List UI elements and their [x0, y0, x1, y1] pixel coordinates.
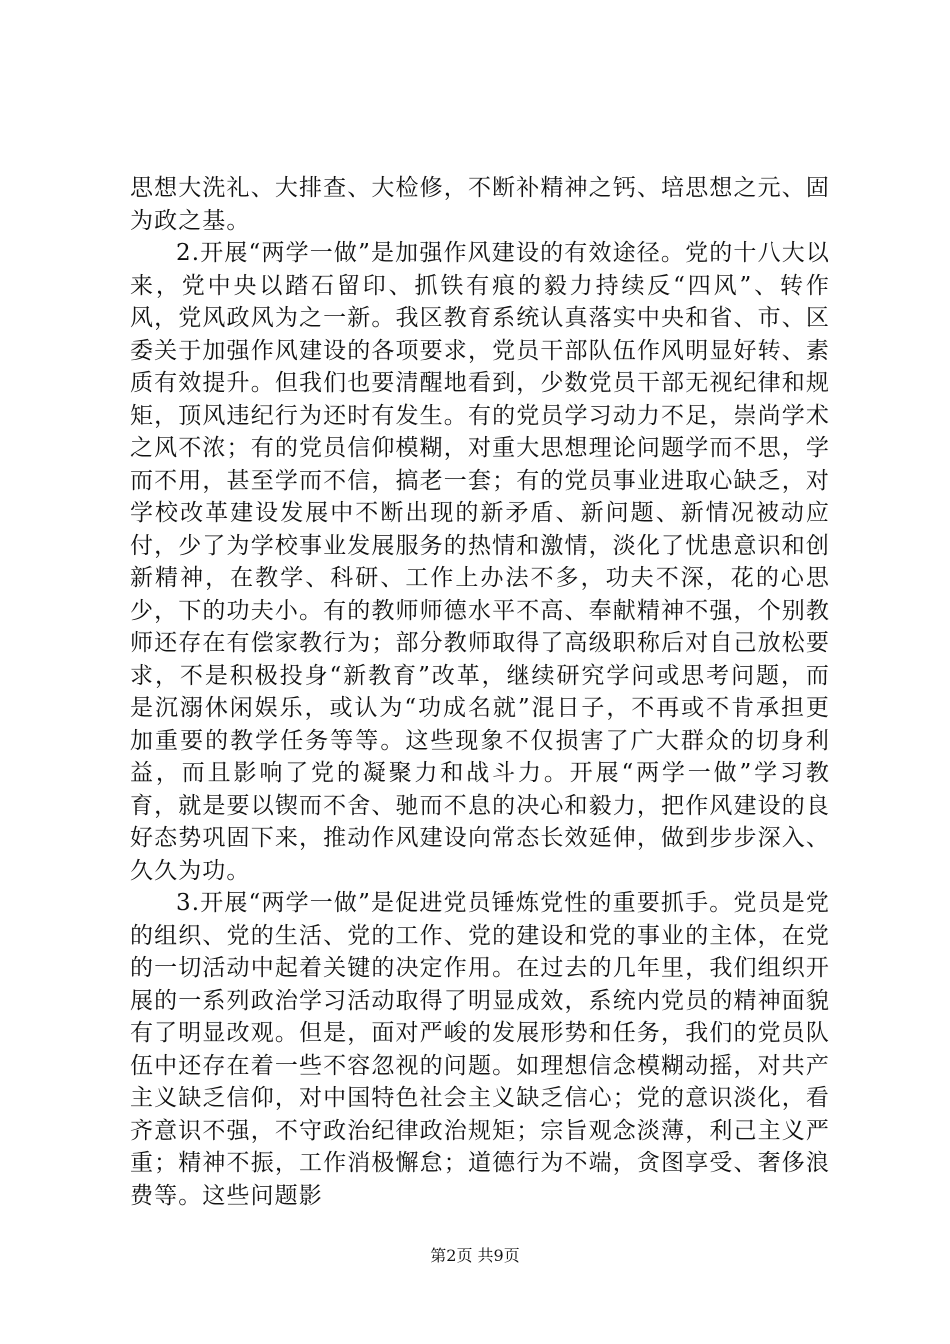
- page-footer: 第2页 共9页: [430, 1246, 520, 1265]
- paragraph-continuation: 思想大洗礼、大排查、大检修，不断补精神之钙、培思想之元、固为政之基。: [130, 175, 830, 234]
- document-body: [130, 172, 830, 1212]
- paragraph-item-2: 2.开展“两学一做”是加强作风建设的有效途径。党的十八大以来，党中央以踏石留印、抓铁有痕的毅力持续反“四风”、转作风，党风政风为之一新。我区教育系统认真落实中央和省、市、区委关于加强作风建设的各项要求，党员干部队伍作风明显好转、素质有效提升。但我们也要清醒地看到，少数党员干部无视纪律和规矩，顶风违纪行为还时有发生。有的党员学习动力不足，崇尚学术之风不浓；有的党员信仰模糊，对重大思想理论问题学而不思，学而不用，甚至学而不信，搞老一套；有的党员事业进取心缺乏，对学校改革建设发展中不断出现的新矛盾、新问题、新情况被动应付，少了为学校事业发展服务的热情和激情，淡化了忧患意识和创新精神，在教学、科研、工作上办法不多，功夫不深，花的心思少，下的功夫小。有的教师师德水平不高、奉献精神不强，个别教师还存在有偿家教行为；部分教师取得了高级职称后对自己放松要求，不是积极投身“新教育”改革，继续研究学问或思考问题，而是沉溺休闲娱乐，或认为“功成名就”混日子，不再或不肯承担更加重要的教学任务等等。这些现象不仅损害了广大群众的切身利益，而且影响了党的凝聚力和战斗力。开展“两学一做”学习教育，就是要以锲而不舍、驰而不息的决心和毅力，把作风建设的良好态势巩固下来，推动作风建设向常态长效延伸，做到步步深入、久久为功。: [130, 240, 830, 884]
- paragraph-item-3: 3.开展“两学一做”是促进党员锤炼党性的重要抓手。党员是党的组织、党的生活、党的工作、党的建设和党的事业的主体，在党的一切活动中起着关键的决定作用。在过去的几年里，我们组织开展的一系列政治学习活动取得了明显成效，系统内党员的精神面貌有了明显改观。但是，面对严峻的发展形势和任务，我们的党员队伍中还存在着一些不容忽视的问题。如理想信念模糊动摇，对共产主义缺乏信仰，对中国特色社会主义缺乏信心；党的意识淡化，看齐意识不强，不守政治纪律政治规矩；宗旨观念淡薄，利己主义严重；精神不振，工作消极懈怠；道德行为不端，贪图享受、奢侈浪费等。这些问题影: [130, 890, 830, 1209]
